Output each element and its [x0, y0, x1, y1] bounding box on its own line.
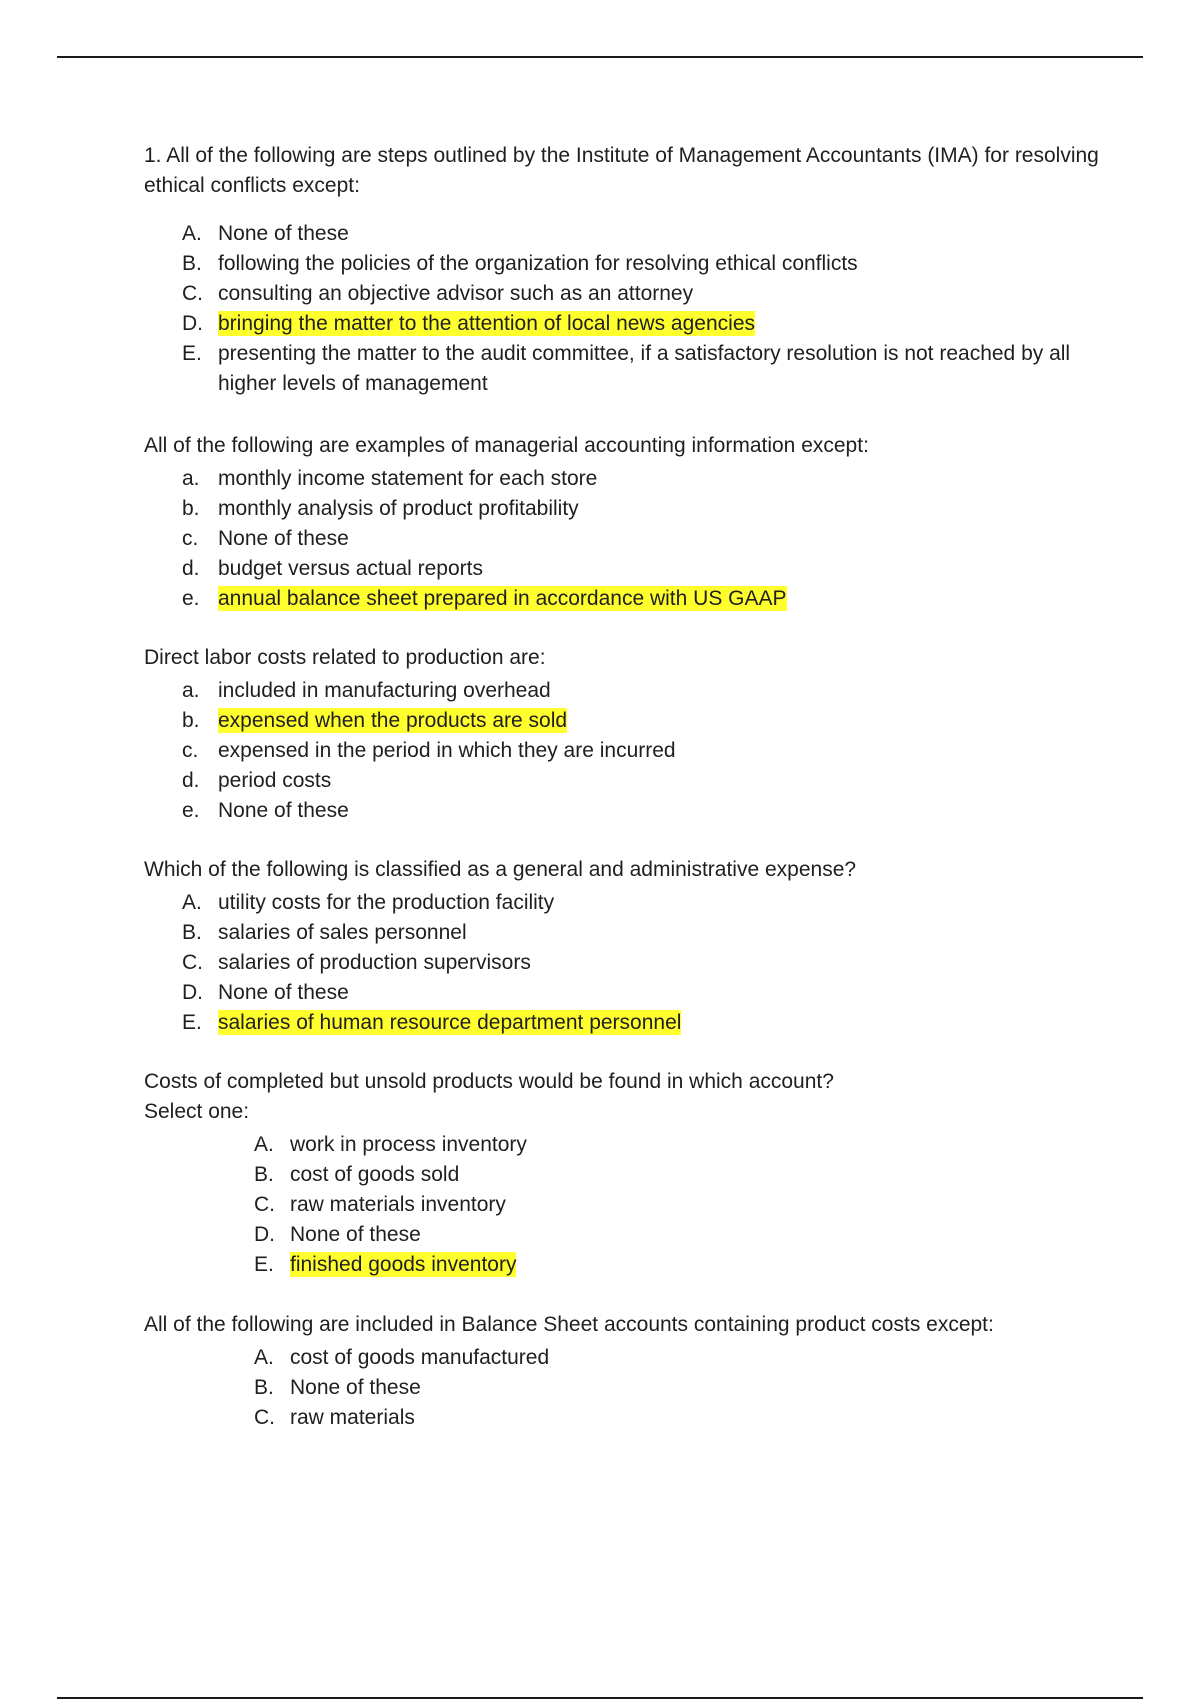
option-letter: A. [254, 1133, 274, 1156]
option-item-highlighted [144, 706, 1134, 736]
option-letter: c. [182, 527, 199, 550]
question-text: All of the following are examples of managerial accounting information except: [144, 434, 869, 457]
highlighted-answer: bringing the matter to the attention of local news agencies [218, 312, 755, 335]
option-text: cost of goods sold [290, 1163, 460, 1186]
option-text: None of these [218, 981, 349, 1004]
question-text: All of the following are included in Balance Sheet accounts containing product costs except: [144, 1313, 994, 1336]
option-text: cost of goods manufactured [290, 1346, 550, 1369]
top-rule [57, 56, 1143, 58]
option-text: work in process inventory [290, 1133, 527, 1156]
option-letter: C. [182, 282, 203, 305]
option-text: None of these [218, 799, 349, 822]
option-item [144, 339, 1134, 399]
option-item [144, 796, 1134, 826]
option-text: included in manufacturing overhead [218, 679, 551, 702]
question-4 [144, 855, 1134, 1038]
option-letter: B. [254, 1376, 274, 1399]
option-letter: b. [182, 497, 200, 520]
option-letter: B. [182, 921, 202, 944]
option-item [144, 1343, 1134, 1373]
option-text: budget versus actual reports [218, 557, 483, 580]
option-item [144, 676, 1134, 706]
option-item [144, 736, 1134, 766]
highlighted-answer: finished goods inventory [290, 1253, 517, 1276]
option-item [144, 1403, 1134, 1433]
option-text: monthly income statement for each store [218, 467, 598, 490]
option-list [144, 676, 1134, 826]
question-3 [144, 643, 1134, 826]
question-5 [144, 1067, 1134, 1280]
option-letter: e. [182, 799, 200, 822]
option-letter: E. [254, 1253, 274, 1276]
option-item [144, 948, 1134, 978]
option-list [144, 888, 1134, 1038]
option-letter: A. [182, 891, 202, 914]
highlighted-answer: annual balance sheet prepared in accordance with US GAAP [218, 587, 787, 610]
option-text: None of these [290, 1376, 421, 1399]
question-text: Direct labor costs related to production are: [144, 646, 546, 669]
question-6 [144, 1310, 1134, 1433]
option-letter: C. [254, 1193, 275, 1216]
question-subtext: Select one: [144, 1100, 250, 1123]
option-letter: c. [182, 739, 199, 762]
option-item-highlighted [144, 309, 1134, 339]
question-text: 1. All of the following are steps outlined by the Institute of Management Accountants (IMA) for resolving ethical conflicts except: [144, 144, 1099, 197]
option-list [144, 464, 1134, 614]
option-item [144, 524, 1134, 554]
option-letter: E. [182, 1011, 202, 1034]
option-item [144, 464, 1134, 494]
option-text: presenting the matter to the audit committee, if a satisfactory resolution is not reached by all higher levels of management [218, 342, 1071, 395]
option-item-highlighted [144, 1250, 1134, 1280]
option-list [144, 1343, 1134, 1433]
option-text: None of these [290, 1223, 421, 1246]
option-list [144, 219, 1134, 399]
option-letter: d. [182, 557, 200, 580]
option-item [144, 1130, 1134, 1160]
option-item [144, 554, 1134, 584]
option-letter: B. [254, 1163, 274, 1186]
option-text: following the policies of the organization for resolving ethical conflicts [218, 252, 858, 275]
option-item [144, 888, 1134, 918]
option-item [144, 219, 1134, 249]
highlighted-answer: expensed when the products are sold [218, 709, 568, 732]
option-text: period costs [218, 769, 332, 792]
option-text: utility costs for the production facility [218, 891, 555, 914]
option-item [144, 1190, 1134, 1220]
option-letter: D. [182, 312, 203, 335]
option-text: consulting an objective advisor such as an attorney [218, 282, 694, 305]
option-item [144, 249, 1134, 279]
option-text: raw materials inventory [290, 1193, 506, 1216]
question-text: Which of the following is classified as a general and administrative expense? [144, 858, 857, 881]
option-item-highlighted [144, 1008, 1134, 1038]
option-letter: C. [182, 951, 203, 974]
option-letter: C. [254, 1406, 275, 1429]
option-list [144, 1130, 1134, 1280]
option-letter: a. [182, 679, 200, 702]
option-letter: A. [254, 1346, 274, 1369]
option-letter: D. [254, 1223, 275, 1246]
option-letter: B. [182, 252, 202, 275]
option-text: None of these [218, 527, 349, 550]
option-text: salaries of sales personnel [218, 921, 467, 944]
question-1 [144, 141, 1134, 399]
option-item [144, 1373, 1134, 1403]
option-item [144, 978, 1134, 1008]
option-item [144, 1220, 1134, 1250]
question-2 [144, 431, 1134, 614]
option-letter: A. [182, 222, 202, 245]
option-letter: a. [182, 467, 200, 490]
bottom-rule [57, 1697, 1143, 1699]
option-text: salaries of production supervisors [218, 951, 531, 974]
option-item [144, 918, 1134, 948]
option-item-highlighted [144, 584, 1134, 614]
option-letter: D. [182, 981, 203, 1004]
option-item [144, 494, 1134, 524]
question-text: Costs of completed but unsold products would be found in which account? [144, 1070, 834, 1093]
option-text: None of these [218, 222, 349, 245]
option-text: monthly analysis of product profitability [218, 497, 579, 520]
option-item [144, 1160, 1134, 1190]
option-item [144, 766, 1134, 796]
option-letter: E. [182, 342, 202, 365]
option-text: raw materials [290, 1406, 415, 1429]
option-letter: d. [182, 769, 200, 792]
option-letter: e. [182, 587, 200, 610]
option-text: expensed in the period in which they are incurred [218, 739, 676, 762]
option-item [144, 279, 1134, 309]
option-letter: b. [182, 709, 200, 732]
highlighted-answer: salaries of human resource department personnel [218, 1011, 682, 1034]
